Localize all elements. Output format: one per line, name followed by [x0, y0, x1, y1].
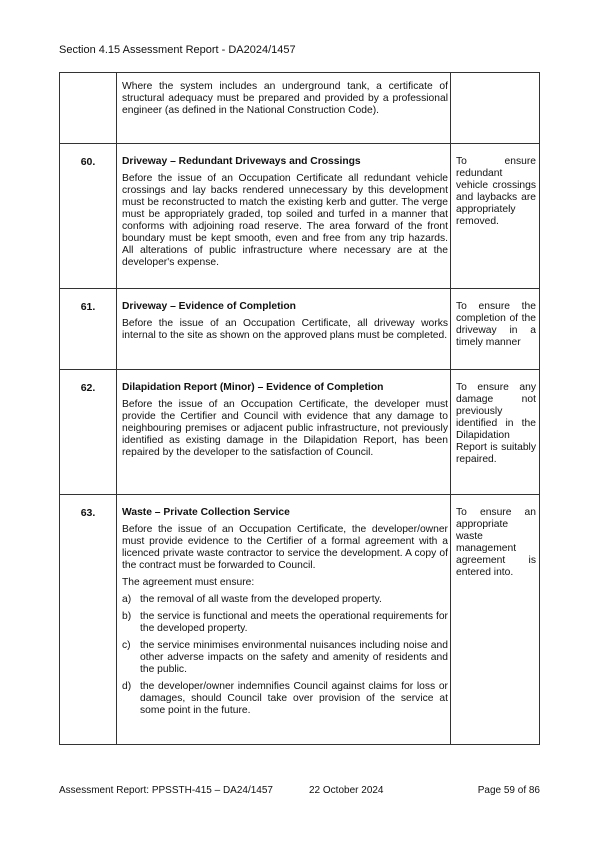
condition-number: 60. [80, 156, 96, 168]
condition-text [122, 507, 448, 722]
table-row [60, 369, 539, 495]
condition-heading: Driveway – Redundant Driveways and Crossings [122, 156, 361, 167]
table-row [60, 143, 539, 289]
list-item-label: a) [122, 594, 132, 605]
condition-text [122, 382, 448, 464]
list-item-text: the developer/owner indemnifies Council against claims for loss or damages, should Council take over provision of the service at some point in the future. [140, 681, 448, 716]
list-item-label: b) [122, 611, 132, 622]
condition-number: 61. [80, 301, 96, 313]
condition-number: 62. [80, 382, 96, 394]
footer-report-id: Assessment Report: PPSSTH-415 – DA24/1457 [59, 785, 273, 796]
condition-reason: To ensure an appropriate waste management agreement is entered into. [456, 507, 536, 578]
condition-reason: To ensure any damage not previously identified in the Dilapidation Report is suitably repaired. [456, 382, 536, 465]
condition-text [122, 156, 448, 274]
list-item [122, 681, 448, 717]
list-item-label: c) [122, 640, 131, 651]
condition-paragraph: The agreement must ensure: [122, 577, 255, 588]
condition-paragraph: Before the issue of an Occupation Certificate, the developer must provide the Certifier and Council with evidence that any damage to neighbouring premises or adjacent public infrastructure, not previously identified as existing damage in the Dilapidation Report, has been repaired by the developer to the satisfaction of Council. [122, 399, 448, 458]
condition-text [122, 301, 448, 347]
condition-paragraph: Before the issue of an Occupation Certificate all redundant vehicle crossings and lay backs rendered unnecessary by this development must be reconstructed to match the existing kerb and gutter. The verge must be appropriately graded, top soiled and turfed in a manner that conforms with adjoining road reserve. The area forward of the front boundary must be kept smooth, even and free from any trip hazards. All alterations of public infrastructure where necessary are at the developer's expense. [122, 173, 448, 268]
list-item-text: the service minimises environmental nuisances including noise and other adverse impacts on the safety and amenity of residents and the public. [140, 640, 448, 675]
condition-paragraph: Before the issue of an Occupation Certificate, all driveway works internal to the site as shown on the approved plans must be completed. [122, 318, 448, 341]
table-row [60, 73, 539, 143]
table-row [60, 494, 539, 745]
footer-page-number: Page 59 of 86 [477, 785, 540, 796]
list-item-label: d) [122, 681, 132, 692]
list-item [122, 640, 448, 676]
footer-date: 22 October 2024 [309, 785, 384, 796]
conditions-table [59, 72, 540, 745]
condition-paragraph: Before the issue of an Occupation Certificate, the developer/owner must provide evidence to the Certifier of a formal agreement with a licenced private waste contractor to service the development. A copy of the contract must be forwarded to Council. [122, 524, 448, 571]
page-header: Section 4.15 Assessment Report - DA2024/1457 [59, 44, 296, 56]
list-item [122, 594, 448, 606]
condition-reason: To ensure redundant vehicle crossings and laybacks are appropriately removed. [456, 156, 536, 227]
condition-number: 63. [80, 507, 96, 519]
table-row [60, 288, 539, 370]
list-item-text: the service is functional and meets the operational requirements for the developed property. [140, 611, 448, 634]
list-item-text: the removal of all waste from the developed property. [140, 594, 382, 605]
list-item [122, 611, 448, 635]
condition-heading: Waste – Private Collection Service [122, 507, 290, 518]
condition-heading: Driveway – Evidence of Completion [122, 301, 296, 312]
condition-reason: To ensure the completion of the driveway in a timely manner [456, 301, 536, 348]
condition-paragraph: Where the system includes an underground tank, a certificate of structural adequacy must be prepared and provided by a professional engineer (as defined in the National Construction Code). [122, 81, 448, 116]
condition-text [122, 81, 448, 122]
condition-heading: Dilapidation Report (Minor) – Evidence of Completion [122, 382, 384, 393]
